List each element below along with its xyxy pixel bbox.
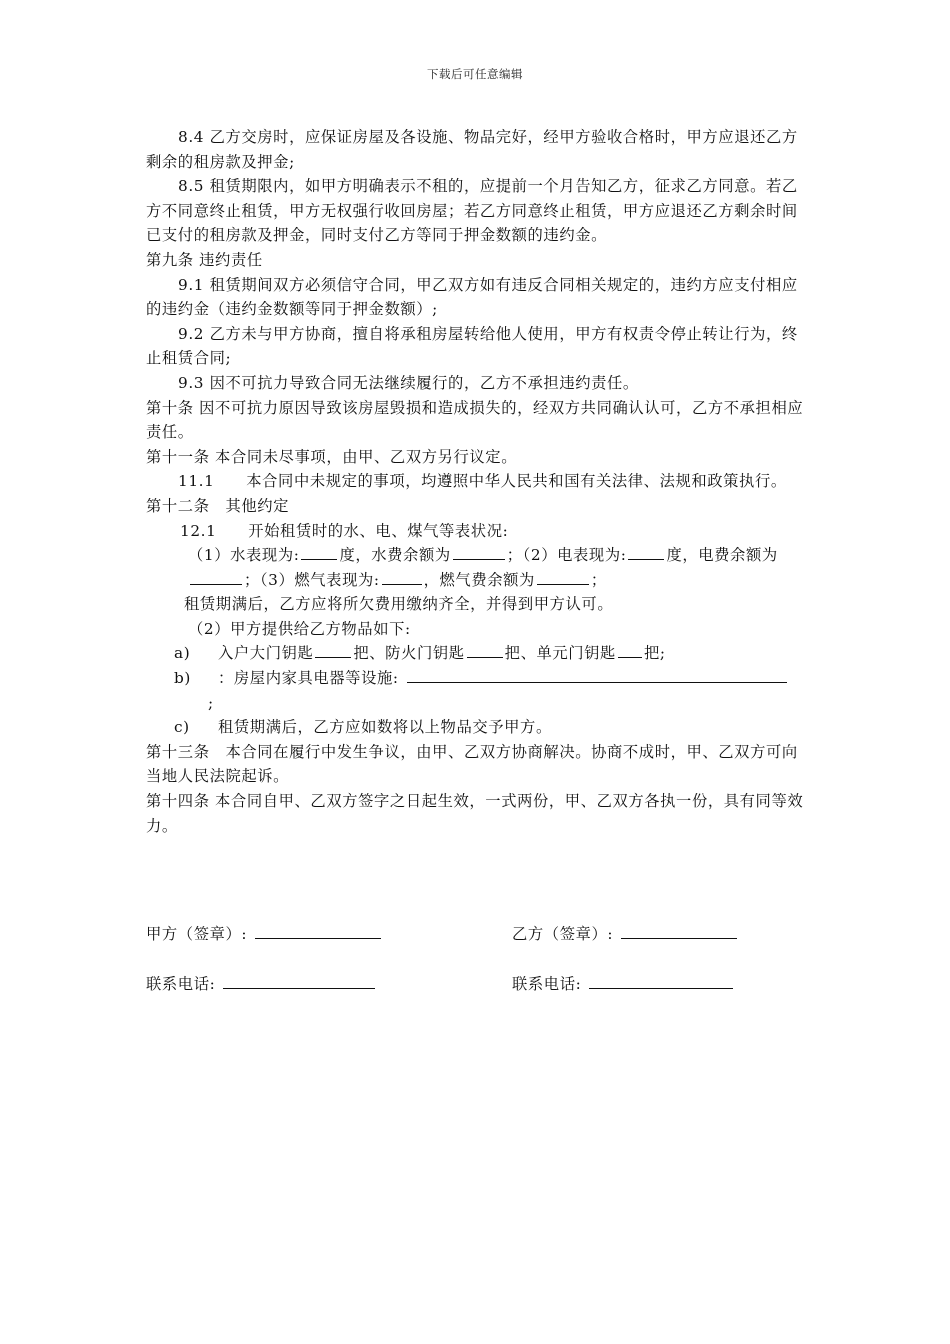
item-c: c) 租赁期满后，乙方应如数将以上物品交予甲方。 [174, 718, 552, 737]
contract-body [146, 125, 808, 838]
clause-11-1: 11.1 本合同中未规定的事项，均遵照中华人民共和国有关法律、法规和政策执行。 [178, 472, 787, 491]
article-10: 第十条 因不可抗力原因导致该房屋毁损和造成损失的，经双方共同确认认可，乙方不承担相应责任。 [146, 398, 804, 442]
water-reading-blank[interactable] [301, 545, 337, 560]
article-14: 第十四条 本合同自甲、乙双方签字之日起生效，一式两份，甲、乙双方各执一份，具有同等效力。 [146, 792, 804, 835]
furniture-list-blank[interactable] [407, 668, 787, 683]
fire-door-key-blank[interactable] [467, 643, 503, 658]
clause-9-2: 9.2 乙方未与甲方协商，擅自将承租房屋转给他人使用，甲方有权责令停止转让行为，终止租赁合同; [146, 324, 798, 368]
clause-12-1: 12.1 开始租赁时的水、电、煤气等表状况: [180, 521, 509, 540]
clause-9-1: 9.1 租赁期间双方必须信守合同，甲乙双方如有违反合同相关规定的，违约方应支付相应的违约金（违约金数额等同于押金数额）; [146, 275, 798, 319]
gas-balance-blank[interactable] [537, 570, 589, 585]
fees-settlement: 租赁期满后，乙方应将所欠费用缴纳齐全，并得到甲方认可。 [184, 595, 614, 614]
item-b-semicolon: ; [208, 693, 214, 712]
clause-8-5: 8.5 租赁期限内，如甲方明确表示不租的，应提前一个月告知乙方，征求乙方同意。若乙方不同意终止租赁，甲方无权强行收回房屋；若乙方同意终止租赁，甲方应退还乙方剩余时间已支付的租房款及押金，同时支付乙方等同于押金数额的违约金。 [146, 177, 798, 245]
party-a-signature: 甲方（签章）: [146, 922, 381, 944]
item-b: b) ：房屋内家具电器等设施: [146, 666, 808, 691]
party-a-phone-blank[interactable] [223, 974, 375, 989]
party-b-signature: 乙方（签章）: [512, 922, 737, 944]
meter-readings: （1）水表现为: 度，水费余额为 ；（2）电表现为: 度，电费余额为；（3）燃气表现为: ，燃气费余额为 ； [188, 546, 778, 589]
clause-9-3: 9.3 因不可抗力导致合同无法继续履行的，乙方不承担违约责任。 [178, 373, 639, 392]
article-11: 第十一条 本合同未尽事项，由甲、乙双方另行议定。 [146, 447, 518, 466]
water-balance-blank[interactable] [453, 545, 505, 560]
electric-balance-blank[interactable] [190, 570, 242, 585]
item-a: a) 入户大门钥匙 把、防火门钥匙 把、单元门钥匙 把; [174, 644, 666, 663]
article-12-title: 第十二条 其他约定 [146, 496, 290, 515]
clause-8-4: 8.4 乙方交房时，应保证房屋及各设施、物品完好，经甲方验收合格时，甲方应退还乙方剩余的租房款及押金; [146, 128, 798, 171]
unit-door-key-blank[interactable] [618, 643, 642, 658]
page-header: 下载后可任意编辑 [427, 67, 523, 81]
party-b-phone-blank[interactable] [589, 974, 733, 989]
article-13: 第十三条 本合同在履行中发生争议，由甲、乙双方协商解决。协商不成时，甲、乙双方可向当地人民法院起诉。 [146, 742, 798, 786]
party-b-signature-blank[interactable] [621, 924, 737, 939]
party-a-phone: 联系电话: [146, 972, 375, 994]
electric-reading-blank[interactable] [628, 545, 664, 560]
gas-reading-blank[interactable] [382, 570, 422, 585]
door-key-blank[interactable] [315, 643, 351, 658]
party-a-signature-blank[interactable] [255, 924, 381, 939]
party-b-phone: 联系电话: [512, 972, 733, 994]
article-9-title: 第九条 违约责任 [146, 250, 263, 269]
items-title: （2）甲方提供给乙方物品如下: [188, 619, 411, 638]
